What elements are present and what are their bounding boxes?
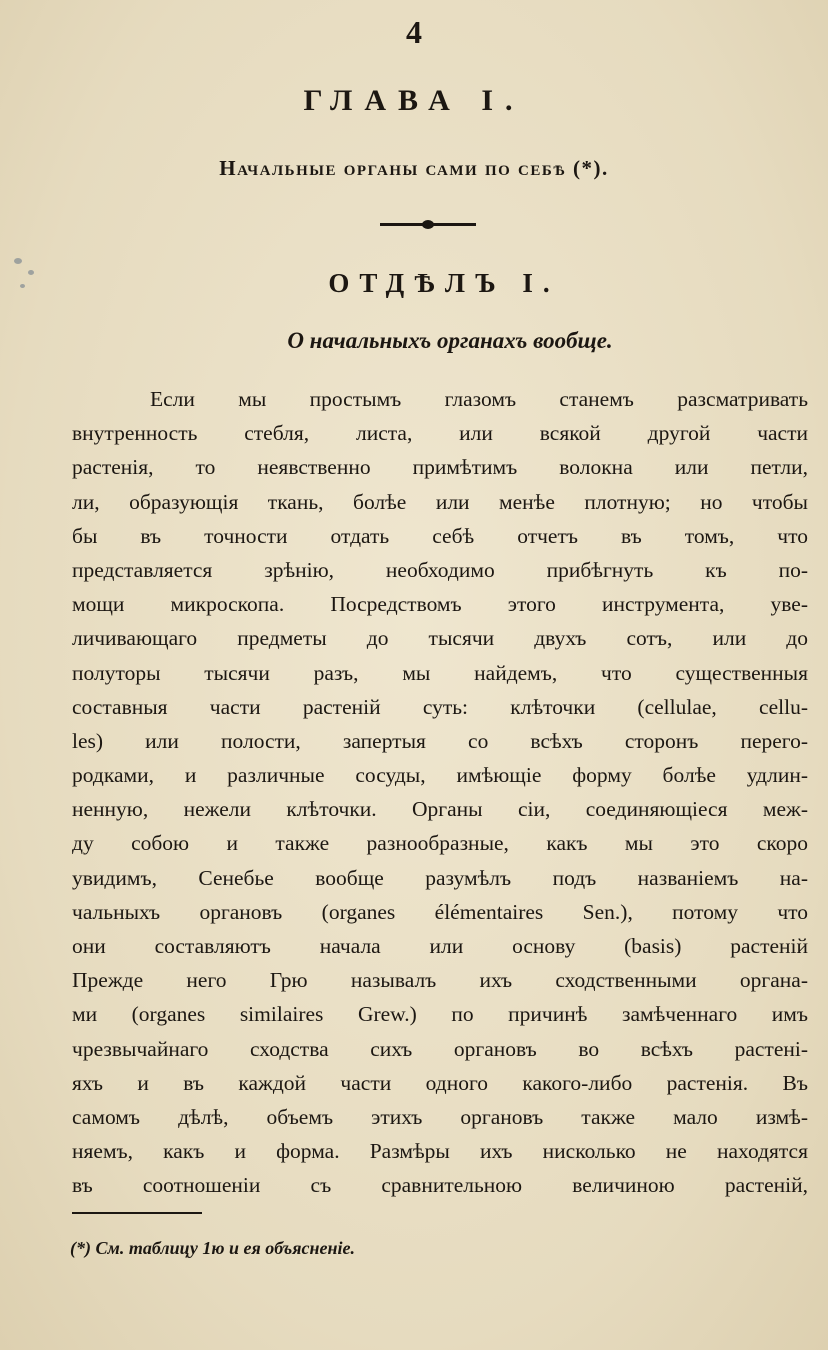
section-subtitle: О начальныхъ органахъ вообще. <box>287 328 613 353</box>
section-title: ОТДѢЛЪ I. <box>328 268 560 298</box>
body-line: ли, образующія ткань, болѣе или менѣе плотную; но чтобы <box>72 489 808 514</box>
body-line: составныя части растеній суть: клѣточки (cellulae, cellu- <box>72 694 808 719</box>
body-line: ми (organes similaires Grew.) по причинѣ замѣченнаго имъ <box>72 1002 808 1027</box>
page-number: 4 <box>406 14 422 50</box>
body-line: бы въ точности отдать себѣ отчетъ въ томъ, что <box>72 523 808 548</box>
body-line: родками, и различные сосуды, имѣющіе форму болѣе удлин- <box>72 763 808 788</box>
chapter-title: ГЛАВА I. <box>303 84 525 117</box>
body-line: увидимъ, Сенебье вообще разумѣлъ подъ названіемъ на- <box>72 865 808 890</box>
body-line: чрезвычайнаго сходства сихъ органовъ во всѣхъ растені- <box>72 1036 808 1061</box>
body-text <box>72 382 808 1203</box>
body-line: внутренность стебля, листа, или всякой другой части <box>72 421 808 446</box>
body-line: ду собою и также разнообразные, какъ мы это скоро <box>72 831 808 856</box>
body-line: личивающаго предметы до тысячи двухъ сотъ, или до <box>72 626 808 651</box>
body-line: самомъ дѣлѣ, объемъ этихъ органовъ также мало измѣ- <box>72 1104 808 1129</box>
chapter-subtitle: Начальные органы сами по себѣ (*). <box>219 156 609 180</box>
body-line: няемъ, какъ и форма. Размѣры ихъ нисколько не находятся <box>72 1139 808 1164</box>
footnote: (*) См. таблицу 1ю и ея объясненіе. <box>70 1238 355 1258</box>
body-line: чальныхъ органовъ (organes élémentaires Sen.), потому что <box>72 899 808 924</box>
divider-dot <box>422 220 434 229</box>
body-line: полуторы тысячи разъ, мы найдемъ, что существенныя <box>72 660 808 685</box>
body-line: въ соотношеніи съ сравнительною величиною растеній, <box>72 1173 808 1198</box>
paper-blemish <box>14 258 22 264</box>
body-line: они составляютъ начала или основу (basis) растеній <box>72 934 808 958</box>
body-line: Прежде него Грю называлъ ихъ сходственными органа- <box>72 968 808 993</box>
body-line: представляется зрѣнію, необходимо прибѣгнуть къ по- <box>72 557 808 582</box>
ornament-divider <box>380 219 476 229</box>
body-line: Если мы простымъ глазомъ станемъ разсматривать <box>150 387 808 411</box>
body-line: мощи микроскопа. Посредствомъ этого инструмента, уве- <box>72 592 808 617</box>
body-line: растенія, то неявственно примѣтимъ волокна или петли, <box>72 455 808 480</box>
body-line: les) или полости, запертыя со всѣхъ сторонъ перего- <box>72 728 808 753</box>
body-line: яхъ и въ каждой части одного какого-либо растенія. Въ <box>72 1070 808 1095</box>
body-line: ненную, нежели клѣточки. Органы сіи, соединяющіеся меж- <box>72 797 808 822</box>
footnote-rule <box>72 1212 202 1214</box>
